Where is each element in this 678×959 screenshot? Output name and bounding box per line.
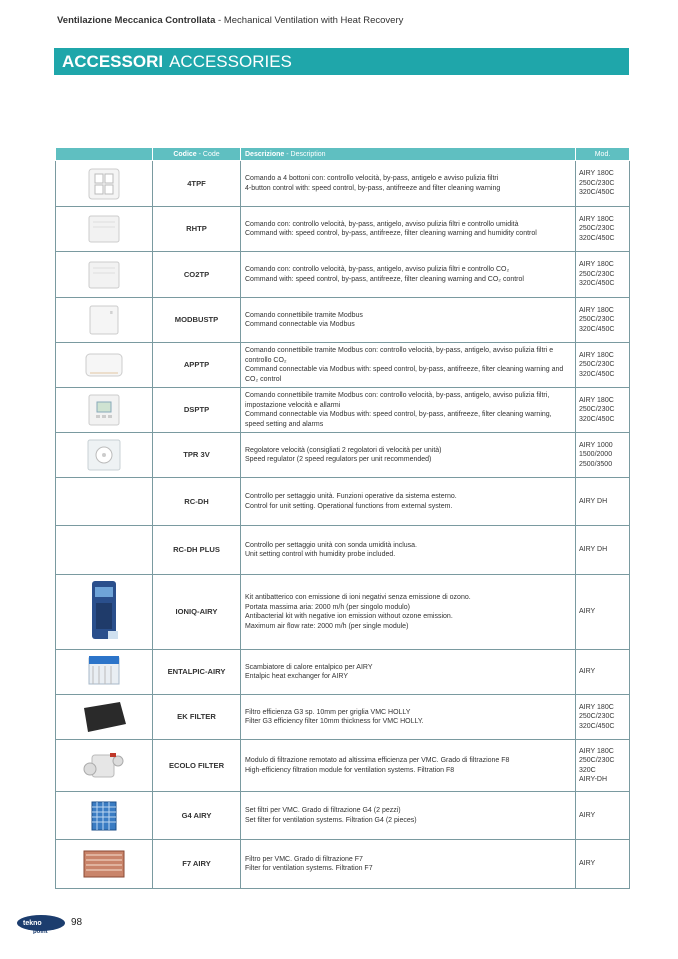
table-row <box>56 478 630 526</box>
description-line: Entalpic heat exchanger for AIRY <box>245 673 348 680</box>
description-line: 4-button control with: speed control, by-pass, antifreeze and filter cleaning warning <box>245 184 501 192</box>
product-image-cell <box>56 840 153 889</box>
humidity-control-icon <box>56 213 152 245</box>
section-banner <box>54 48 629 75</box>
description-line: Set filter for ventilation systems. Filtration G4 (2 pieces) <box>245 816 417 824</box>
product-description <box>241 388 576 433</box>
compatible-models <box>576 840 630 889</box>
product-image-cell <box>56 207 153 252</box>
model-line: 320C/450C <box>579 370 615 378</box>
table-header-row <box>56 148 630 161</box>
description-line: Scambiatore di calore entalpico per AIRY <box>245 663 373 671</box>
model-line: AIRY-DH <box>579 776 608 783</box>
product-image-cell <box>56 792 153 840</box>
table-row <box>56 650 630 695</box>
model-line: AIRY 180C <box>579 351 614 359</box>
description-line: Command connectable via Modbus with: speed control, by-pass, antifreeze, filter cleaning warning and CO₂ control <box>245 366 564 383</box>
compatible-models <box>576 252 630 298</box>
product-code: F7 AIRY <box>153 840 241 889</box>
table-row <box>56 695 630 740</box>
model-line: AIRY <box>579 811 596 819</box>
f7-filter-icon <box>56 845 152 883</box>
model-line: 320C/450C <box>579 280 615 288</box>
modbus-control-icon <box>56 304 152 336</box>
product-code: G4 AIRY <box>153 792 241 840</box>
table-row <box>56 840 630 889</box>
product-image-cell <box>56 252 153 298</box>
ecolo-filter-icon <box>56 747 152 785</box>
speed-regulator-icon <box>56 438 152 472</box>
header-code-en: - Code <box>196 150 220 158</box>
model-line: 320C <box>579 766 596 774</box>
compatible-models <box>576 792 630 840</box>
description-line: Speed regulator (2 speed regulators per unit recommended) <box>245 456 432 463</box>
header-title-rest: - Mechanical Ventilation with Heat Recovery <box>215 15 404 26</box>
table-row <box>56 792 630 840</box>
description-line: Portata massima aria: 2000 m/h (per singolo modulo) <box>245 603 410 611</box>
product-description <box>241 575 576 650</box>
description-line: Regolatore velocità (consigliati 2 regolatori di velocità per unità) <box>245 446 442 454</box>
product-code: TPR 3V <box>153 433 241 478</box>
product-image-cell <box>56 650 153 695</box>
description-line: Unit setting control with humidity probe included. <box>245 551 396 558</box>
table-row <box>56 207 630 252</box>
description-line: Command with: speed control, by-pass, antifreeze, filter cleaning warning and humidity control <box>245 230 537 237</box>
header-title-bold: Ventilazione Meccanica Controllata <box>57 15 216 26</box>
ek-filter-icon <box>56 700 152 734</box>
product-description <box>241 343 576 388</box>
description-line: Command connectable via Modbus <box>245 321 355 328</box>
description-line: Comando connettibile tramite Modbus <box>245 311 363 319</box>
product-image-cell <box>56 575 153 650</box>
compatible-models <box>576 343 630 388</box>
ioniq-kit-icon <box>56 579 152 645</box>
enthalpic-exchanger-icon <box>56 654 152 690</box>
product-code: MODBUSTP <box>153 298 241 343</box>
product-description <box>241 840 576 889</box>
product-description <box>241 478 576 526</box>
svg-text:≡: ≡ <box>110 310 113 316</box>
description-line: Comando a 4 bottoni con: controllo velocità, by-pass, antigelo e avviso pulizia filtri <box>245 175 499 182</box>
product-code: APPTP <box>153 343 241 388</box>
compatible-models <box>576 298 630 343</box>
product-code: DSPTP <box>153 388 241 433</box>
description-line: Comando connettibile tramite Modbus con: controllo velocità, by-pass, antigelo, avviso pulizia filtri e controllo CO₂ <box>245 347 554 364</box>
model-line: 250C/230C <box>579 270 615 278</box>
model-line: AIRY 180C <box>579 306 614 314</box>
description-line: Filter for ventilation systems. Filtration F7 <box>245 865 373 872</box>
model-line: AIRY 180C <box>579 170 614 178</box>
description-line: Controllo per settaggio unità con sonda umidità inclusa. <box>245 541 417 549</box>
accessories-table <box>55 147 630 889</box>
table-row <box>56 526 630 575</box>
product-description <box>241 433 576 478</box>
description-line: Antibacterial kit with negative ion emission without ozone emission. <box>245 613 453 620</box>
compatible-models <box>576 575 630 650</box>
product-image-cell <box>56 526 153 575</box>
description-line: Command with: speed control, by-pass, antifreeze, filter cleaning warning and CO₂ control <box>245 275 524 283</box>
product-code: 4TPF <box>153 161 241 207</box>
model-line: AIRY 180C <box>579 215 614 223</box>
product-image-cell <box>56 433 153 478</box>
product-code: RC-DH PLUS <box>153 526 241 575</box>
description-line: Filtro efficienza G3 sp. 10mm per griglia VMC HOLLY <box>245 708 411 716</box>
model-line: 250C/230C <box>579 406 615 414</box>
banner-title-en: ACCESSORIES <box>169 52 292 71</box>
model-line: 250C/230C <box>579 361 615 369</box>
model-line: AIRY 1000 <box>579 441 613 449</box>
model-line: AIRY <box>579 608 596 616</box>
product-image-cell <box>56 343 153 388</box>
compatible-models <box>576 161 630 207</box>
description-line: Maximum air flow rate: 2000 m/h (per single module) <box>245 622 409 630</box>
model-line: 320C/450C <box>579 415 615 423</box>
product-description <box>241 252 576 298</box>
table-row <box>56 252 630 298</box>
compatible-models <box>576 740 630 792</box>
table-row <box>56 433 630 478</box>
banner-title-it: ACCESSORI <box>62 52 164 71</box>
4-button-control-icon <box>56 168 152 200</box>
model-line: 320C/450C <box>579 234 615 242</box>
product-image-cell <box>56 478 153 526</box>
product-description <box>241 792 576 840</box>
model-line: AIRY 180C <box>579 261 614 269</box>
logo-text-bottom: point <box>33 929 48 934</box>
description-line: Controllo per settaggio unità. Funzioni operative da sistema esterno. <box>245 493 457 500</box>
table-row <box>56 575 630 650</box>
description-line: Kit antibatterico con emissione di ioni negativi senza emissione di ozono. <box>245 594 471 601</box>
app-control-icon <box>56 349 152 381</box>
header-code-col <box>153 148 241 161</box>
header-desc-col <box>241 148 576 161</box>
header-desc-it: Descrizione <box>245 150 285 158</box>
display-control-icon <box>56 393 152 427</box>
co2-control-icon <box>56 259 152 291</box>
compatible-models <box>576 478 630 526</box>
model-line: 250C/230C <box>579 757 615 764</box>
compatible-models <box>576 388 630 433</box>
description-line: Command connectable via Modbus with: speed control, by-pass, antifreeze, filter cleaning warning, speed setting and alarms <box>245 411 552 428</box>
header-desc-en: - Description <box>284 150 326 158</box>
product-description <box>241 526 576 575</box>
product-image-cell <box>56 161 153 207</box>
product-code: ENTALPIC-AIRY <box>153 650 241 695</box>
model-line: 1500/2000 <box>579 451 613 459</box>
product-code: ECOLO FILTER <box>153 740 241 792</box>
model-line: 250C/230C <box>579 179 615 187</box>
teknopoint-logo <box>16 914 66 934</box>
product-description <box>241 161 576 207</box>
model-line: 250C/230C <box>579 713 615 721</box>
product-code: IONIQ-AIRY <box>153 575 241 650</box>
header-image-col <box>56 148 153 161</box>
description-line: Set filtri per VMC. Grado di filtrazione G4 (2 pezzi) <box>245 807 401 814</box>
product-description <box>241 207 576 252</box>
product-description <box>241 298 576 343</box>
compatible-models <box>576 433 630 478</box>
model-line: AIRY 180C <box>579 747 614 755</box>
description-line: Modulo di filtrazione remotato ad altissima efficienza per VMC. Grado di filtrazione F8 <box>245 757 510 764</box>
model-line: AIRY DH <box>579 497 608 505</box>
logo-text-top: tekno <box>23 920 42 927</box>
compatible-models <box>576 695 630 740</box>
g4-filter-icon <box>56 799 152 833</box>
description-line: Control for unit setting. Operational functions from external system. <box>245 502 453 510</box>
model-line: 320C/450C <box>579 722 615 730</box>
table-row <box>56 740 630 792</box>
model-line: 2500/3500 <box>579 460 613 468</box>
description-line: Comando con: controllo velocità, by-pass, antigelo, avviso pulizia filtri e controllo CO₂ <box>245 266 510 273</box>
description-line: Filtro per VMC. Grado di filtrazione F7 <box>245 855 363 863</box>
model-line: 320C/450C <box>579 189 615 197</box>
product-image-cell <box>56 388 153 433</box>
product-image-cell <box>56 740 153 792</box>
header-code-it: Codice <box>173 150 197 158</box>
product-code: RC-DH <box>153 478 241 526</box>
model-line: AIRY 180C <box>579 703 614 711</box>
product-image-cell <box>56 695 153 740</box>
product-image-cell <box>56 298 153 343</box>
compatible-models <box>576 650 630 695</box>
compatible-models <box>576 526 630 575</box>
model-line: 250C/230C <box>579 225 615 233</box>
description-line: High-efficiency filtration module for ventilation systems. Filtration F8 <box>245 766 455 774</box>
product-code: EK FILTER <box>153 695 241 740</box>
description-line: Comando con: controllo velocità, by-pass, antigelo, avviso pulizia filtri e controllo umidità <box>245 220 519 228</box>
model-line: 250C/230C <box>579 316 615 324</box>
table-row <box>56 161 630 207</box>
product-description <box>241 740 576 792</box>
description-line: Comando connettibile tramite Modbus con: controllo velocità, by-pass, antigelo, avviso pulizia filtri, impostazione velocità e allarmi <box>245 392 550 409</box>
header-mod-col: Mod. <box>576 148 630 161</box>
model-line: AIRY <box>579 668 596 676</box>
table-row <box>56 343 630 388</box>
page-number: 98 <box>71 917 83 928</box>
model-line: AIRY DH <box>579 546 608 554</box>
description-line: Filter G3 efficiency filter 10mm thickness for VMC HOLLY. <box>245 718 424 725</box>
model-line: 320C/450C <box>579 325 615 333</box>
model-line: AIRY <box>579 860 596 868</box>
product-description <box>241 650 576 695</box>
model-line: AIRY 180C <box>579 396 614 404</box>
table-row <box>56 298 630 343</box>
product-code: RHTP <box>153 207 241 252</box>
table-row <box>56 388 630 433</box>
product-code: CO2TP <box>153 252 241 298</box>
page-header <box>57 15 403 26</box>
product-description <box>241 695 576 740</box>
compatible-models <box>576 207 630 252</box>
